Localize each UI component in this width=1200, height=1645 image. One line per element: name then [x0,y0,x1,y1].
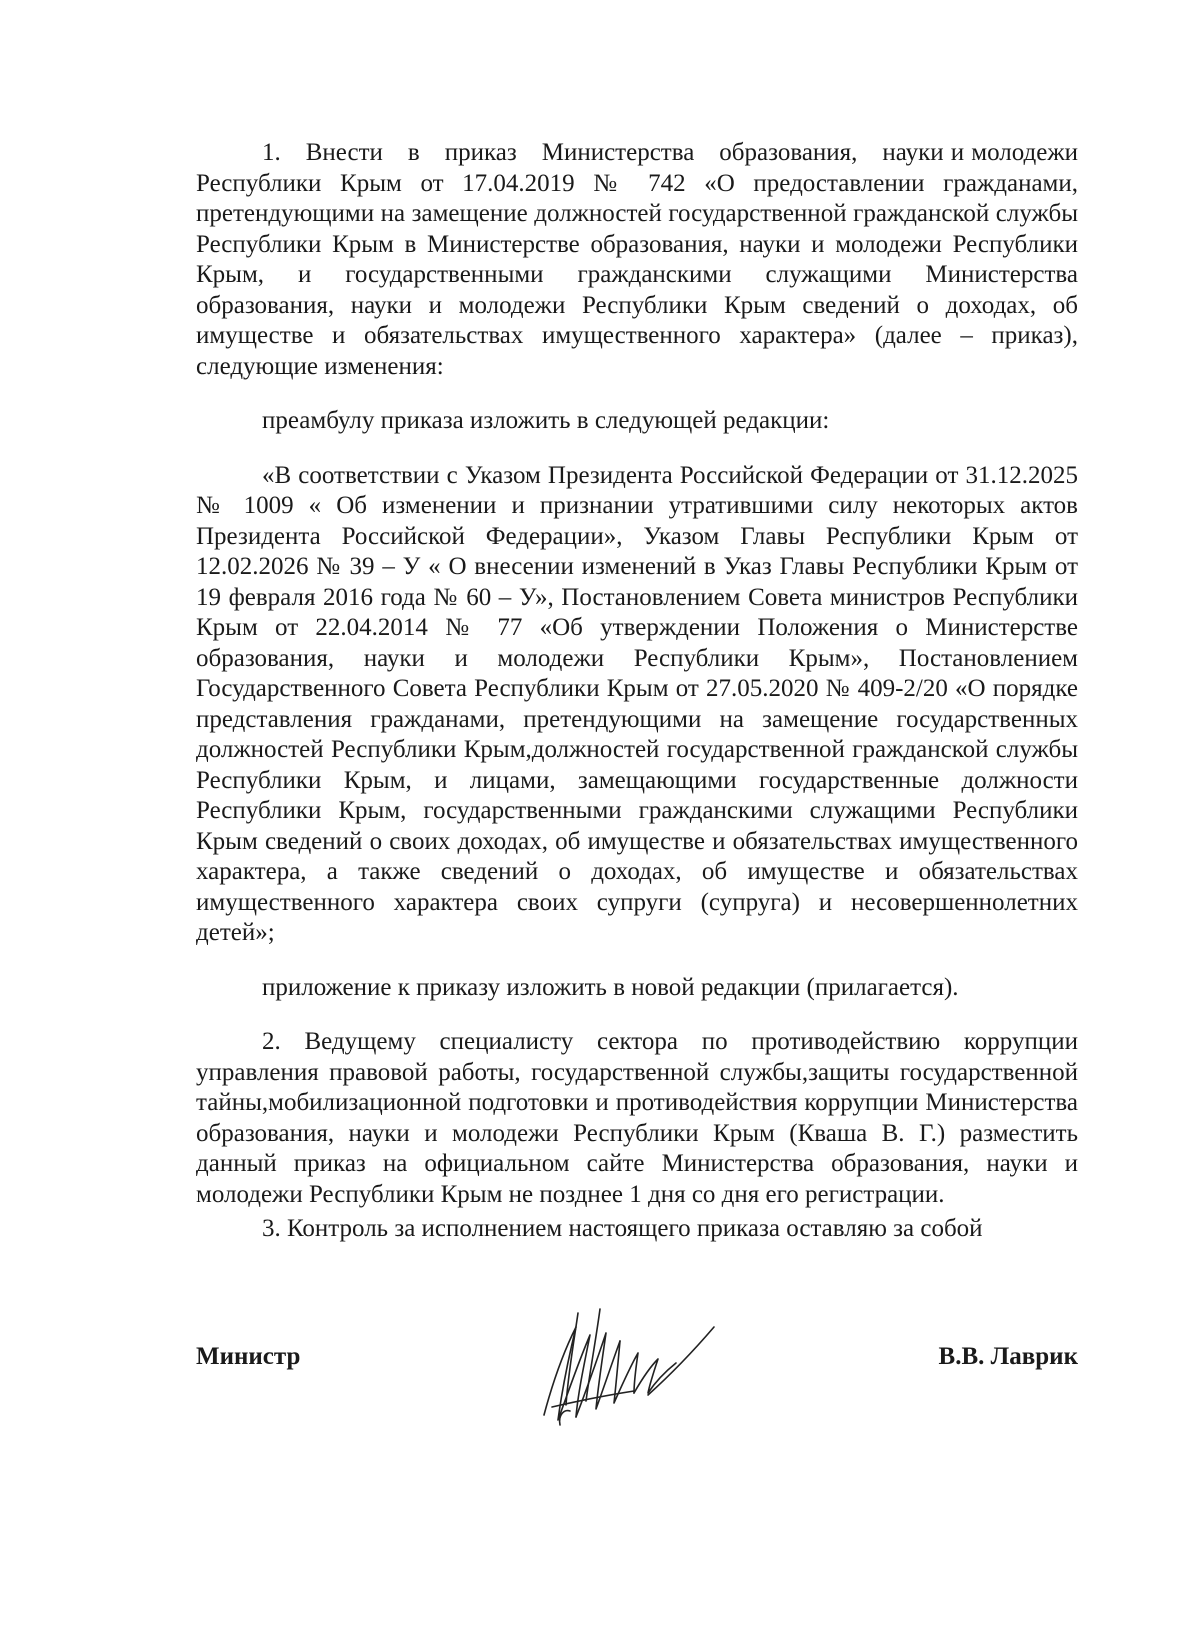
paragraph-3-control: 3. Контроль за исполнением настоящего приказа оставляю за собой [262,1215,983,1242]
paragraph-preamble-instruction: преамбулу приказа изложить в следующей редакции: [262,407,830,434]
paragraph-2-publication: 2. Ведущему специалисту сектора по противодействию коррупции управления правовой работы, государственной службы,защиты государственной тайны,мобилизационной подготовки и противодействия коррупции Министерства образования, науки и молодежи Республики Крым (Кваша В. Г.) разместить данный приказ на официальном сайте Министерства образования, науки и молодежи Республики Крым не позднее 1 дня со дня его регистрации. [196,1028,1078,1208]
handwritten-signature [538,1305,718,1430]
paragraph-preamble-text: «В соответствии с Указом Президента Российской Федерации от 31.12.2025 № 1009 « Об изменении и признании утратившими силу некоторых актов Президента Российской Федерации», Указом Главы Республики Крым от 12.02.2026 № 39 – У « О внесении изменений в Указ Главы Республики Крым от 19 февраля 2016 года № 60 – У», Постановлением Совета министров Республики Крым от 22.04.2014 № 77 «Об утверждении Положения о Министерстве образования, науки и молодежи Республики Крым», Постановлением Государственного Совета Республики Крым от 27.05.2020 № 409-2/20 «О порядке представления гражданами, претендующими на замещение государственных должностей Республики Крым,должностей государственной гражданской службы Республики Крым, и лицами, замещающими государственные должности Республики Крым, государственными гражданскими служащими Республики Крым сведений о своих доходах, об имуществе и обязательствах имущественного характера, а также сведений о доходах, об имуществе и обязательствах имущественного характера своих супруги (супруга) и несовершеннолетних детей»; [196,461,1078,946]
paragraph-appendix-instruction: приложение к приказу изложить в новой редакции (прилагается). [262,973,959,1001]
signatory-name: В.В. Лаврик [938,1343,1078,1370]
document-body [196,138,1078,1245]
paragraph-1-amendments: 1. Внести в приказ Министерства образования, науки и молодежи Республики Крым от 17.04.2019 № 742 «О предоставлении гражданами, претендующими на замещение должностей государственной гражданской службы Республики Крым в Министерстве образования, науки и молодежи Республики Крым, и государственными гражданскими служащими Министерства образования, науки и молодежи Республики Крым сведений о доходах, об имуществе и обязательствах имущественного характера» (далее – приказ), следующие изменения: [196,139,1078,380]
signatory-title: Министр [196,1343,301,1370]
